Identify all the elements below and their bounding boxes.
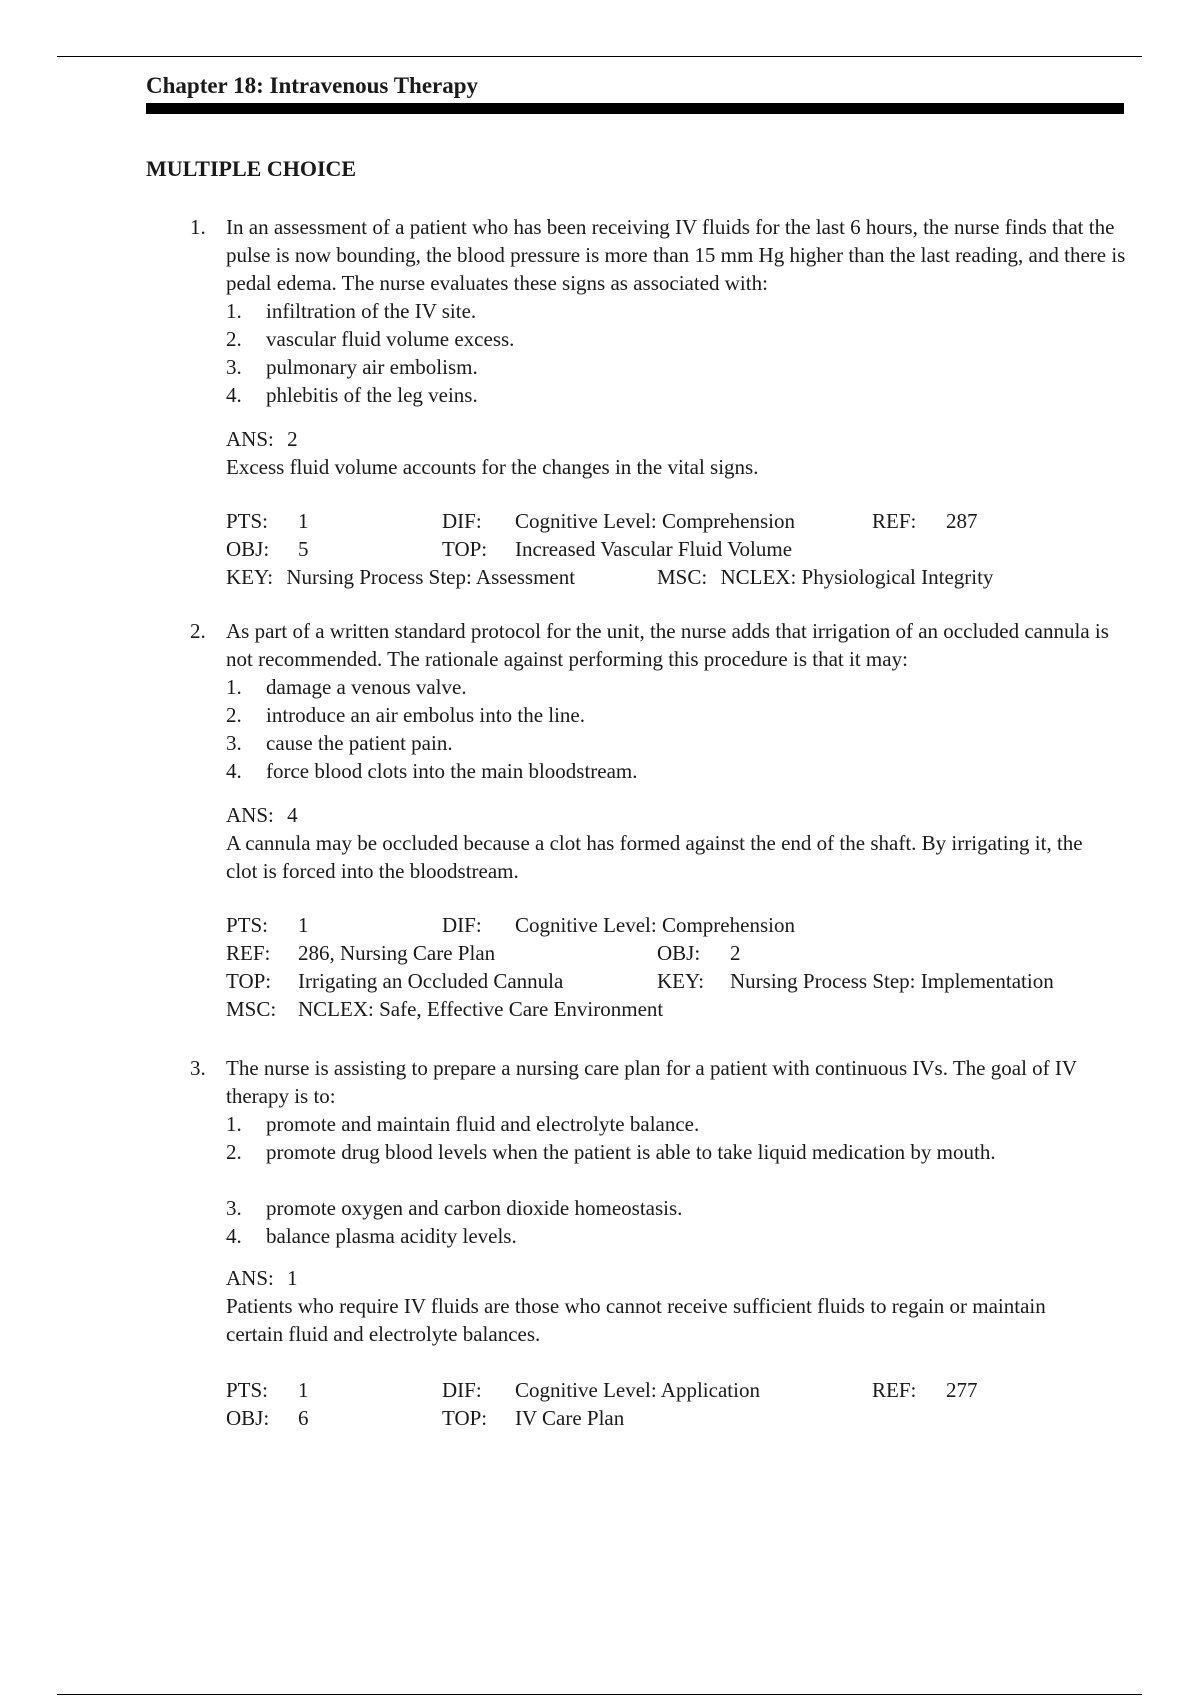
option-number: 2. xyxy=(226,327,242,351)
meta-value: Nursing Process Step: Implementation xyxy=(730,969,1054,993)
rationale: Patients who require IV fluids are those who cannot receive sufficient fluids to regain or maintain certain fluid and electrolyte balances. xyxy=(226,1294,1046,1346)
meta-label: MSC: xyxy=(226,997,277,1021)
chapter-title: Chapter 18: Intravenous Therapy xyxy=(146,73,479,98)
meta-label: TOP: xyxy=(442,537,488,561)
question-stem: The nurse is assisting to prepare a nursing care plan for a patient with continuous IVs. The goal of IV therapy is to: xyxy=(226,1056,1077,1108)
option-text: damage a venous valve. xyxy=(266,675,467,699)
meta-pts xyxy=(226,507,309,535)
meta-label: KEY: xyxy=(657,969,705,993)
meta-value: Irrigating an Occluded Cannula xyxy=(298,969,564,993)
question-stem: In an assessment of a patient who has been receiving IV fluids for the last 6 hours, the nurse finds that the pulse is now bounding, the blood pressure is more than 15 mm Hg higher than the last reading, and there is pedal edema. The nurse evaluates these signs as associated with: xyxy=(226,215,1126,295)
meta-label: PTS: xyxy=(226,1378,269,1402)
question-number: 2. xyxy=(190,619,206,643)
meta-value: Nursing Process Step: Assessment xyxy=(286,565,576,589)
option-number: 1. xyxy=(226,1112,242,1136)
meta-key xyxy=(226,563,575,591)
answer-value: 2 xyxy=(287,427,298,451)
answer-label: ANS: xyxy=(226,427,274,451)
meta-label: DIF: xyxy=(442,913,482,937)
answer-key xyxy=(226,801,298,829)
page-top-rule xyxy=(57,56,1142,57)
answer-label: ANS: xyxy=(226,1266,274,1290)
meta-value: Cognitive Level: Comprehension xyxy=(515,913,795,937)
option-text: phlebitis of the leg veins. xyxy=(266,383,478,407)
answer-key xyxy=(226,425,298,453)
meta-msc xyxy=(657,563,993,591)
meta-value: 1 xyxy=(298,509,309,533)
option-text: promote oxygen and carbon dioxide homeostasis. xyxy=(266,1196,683,1220)
meta-ref xyxy=(226,939,496,967)
meta-value: Increased Vascular Fluid Volume xyxy=(515,537,793,561)
meta-ref xyxy=(872,1376,978,1404)
option-text: introduce an air embolus into the line. xyxy=(266,703,585,727)
meta-value: 1 xyxy=(298,1378,309,1402)
section-heading: MULTIPLE CHOICE xyxy=(146,156,357,181)
meta-obj xyxy=(226,535,309,563)
option-number: 4. xyxy=(226,759,242,783)
rationale: A cannula may be occluded because a clot has formed against the end of the shaft. By irrigating it, the clot is forced into the bloodstream. xyxy=(226,831,1083,883)
option-number: 1. xyxy=(226,675,242,699)
option-text: force blood clots into the main bloodstream. xyxy=(266,759,638,783)
meta-top xyxy=(442,535,793,563)
meta-dif xyxy=(442,911,795,939)
meta-value: 277 xyxy=(946,1378,978,1402)
meta-key xyxy=(657,967,1054,995)
meta-obj xyxy=(657,939,741,967)
answer-value: 1 xyxy=(287,1266,298,1290)
page-bottom-rule xyxy=(57,1694,1142,1695)
meta-pts xyxy=(226,911,309,939)
meta-label: REF: xyxy=(226,941,271,965)
option-number: 1. xyxy=(226,299,242,323)
option-text: pulmonary air embolism. xyxy=(266,355,478,379)
option-number: 2. xyxy=(226,1140,242,1164)
meta-label: REF: xyxy=(872,1378,917,1402)
option-text: promote drug blood levels when the patient is able to take liquid medication by mouth. xyxy=(266,1140,996,1164)
answer-label: ANS: xyxy=(226,803,274,827)
question-number: 1. xyxy=(190,215,206,239)
meta-msc xyxy=(226,995,664,1023)
meta-value: Cognitive Level: Comprehension xyxy=(515,509,795,533)
meta-top xyxy=(226,967,564,995)
meta-value: 2 xyxy=(730,941,741,965)
meta-label: DIF: xyxy=(442,1378,482,1402)
option-number: 4. xyxy=(226,383,242,407)
meta-label: TOP: xyxy=(226,969,272,993)
meta-value: 6 xyxy=(298,1406,309,1430)
meta-dif xyxy=(442,1376,760,1404)
option-text: infiltration of the IV site. xyxy=(266,299,477,323)
option-text: cause the patient pain. xyxy=(266,731,453,755)
meta-value: NCLEX: Safe, Effective Care Environment xyxy=(298,997,664,1021)
meta-top xyxy=(442,1404,625,1432)
meta-label: TOP: xyxy=(442,1406,488,1430)
meta-dif xyxy=(442,507,795,535)
meta-pts xyxy=(226,1376,309,1404)
answer-value: 4 xyxy=(287,803,298,827)
meta-value: 1 xyxy=(298,913,309,937)
meta-label: OBJ: xyxy=(657,941,701,965)
meta-label: PTS: xyxy=(226,913,269,937)
meta-label: DIF: xyxy=(442,509,482,533)
meta-ref xyxy=(872,507,978,535)
meta-label: OBJ: xyxy=(226,537,270,561)
meta-value: NCLEX: Physiological Integrity xyxy=(720,565,994,589)
meta-value: 287 xyxy=(946,509,978,533)
meta-label: REF: xyxy=(872,509,917,533)
meta-label: PTS: xyxy=(226,509,269,533)
meta-label: MSC: xyxy=(657,565,708,589)
option-text: promote and maintain fluid and electrolyte balance. xyxy=(266,1112,700,1136)
meta-value: 286, Nursing Care Plan xyxy=(298,941,496,965)
option-number: 4. xyxy=(226,1224,242,1248)
option-number: 3. xyxy=(226,1196,242,1220)
meta-label: OBJ: xyxy=(226,1406,270,1430)
rationale: Excess fluid volume accounts for the changes in the vital signs. xyxy=(226,455,759,479)
meta-value: IV Care Plan xyxy=(515,1406,625,1430)
option-text: vascular fluid volume excess. xyxy=(266,327,515,351)
question-stem: As part of a written standard protocol for the unit, the nurse adds that irrigation of an occluded cannula is not recommended. The rationale against performing this procedure is that it may: xyxy=(226,619,1109,671)
option-text: balance plasma acidity levels. xyxy=(266,1224,517,1248)
meta-value: Cognitive Level: Application xyxy=(515,1378,760,1402)
option-number: 3. xyxy=(226,355,242,379)
option-number: 3. xyxy=(226,731,242,755)
answer-key xyxy=(226,1264,298,1292)
option-number: 2. xyxy=(226,703,242,727)
chapter-title-underline-bar xyxy=(146,103,1124,114)
meta-value: 5 xyxy=(298,537,309,561)
meta-label: KEY: xyxy=(226,565,274,589)
question-number: 3. xyxy=(190,1056,206,1080)
meta-obj xyxy=(226,1404,309,1432)
